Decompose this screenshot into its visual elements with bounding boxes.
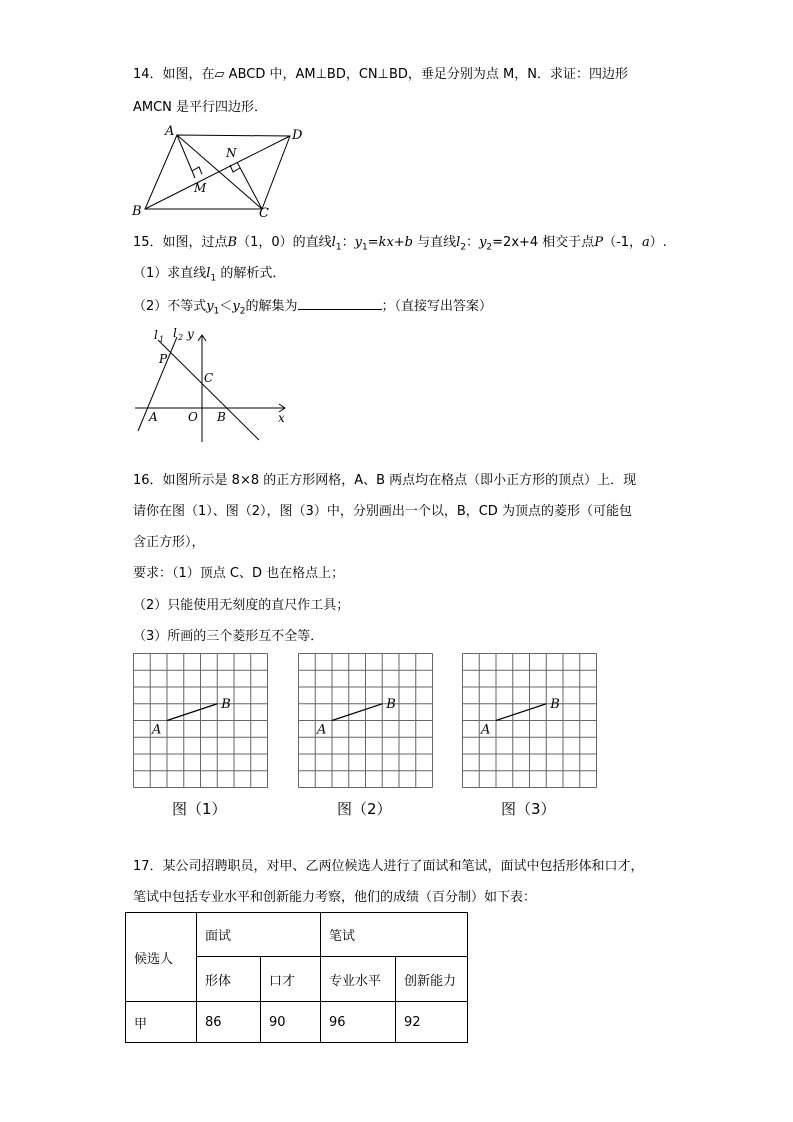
q16-caption-2: 图（2） <box>337 800 392 818</box>
q15-label-l1-sub: 1 <box>159 335 165 344</box>
segment-AB <box>496 704 546 721</box>
q14-text-line1: 14．如图，在▱ ABCD 中，AM⊥BD，CN⊥BD，垂足分别为点 M，N．求证：四边形 <box>133 67 628 82</box>
q15-label-P: P <box>159 352 168 366</box>
table-subheader-skill: 专业水平 <box>321 957 396 1002</box>
table-cell: 92 <box>396 1002 468 1043</box>
q14-label-B: B <box>132 204 142 219</box>
table-subheader-speech: 口才 <box>261 957 321 1002</box>
q15-label-O: O <box>188 410 198 424</box>
q14-label-C: C <box>259 206 269 221</box>
q14-parallelogram-figure <box>125 120 315 225</box>
q16-text-line4: 要求：（1）顶点 C、D 也在格点上； <box>133 566 345 581</box>
grid-label-B: B <box>550 696 560 712</box>
q15-label-B: B <box>217 410 226 424</box>
table-cell-name: 甲 <box>126 1002 197 1043</box>
q17-score-table <box>125 912 468 1043</box>
q15-text-line3: （2）不等式$y_1<y_2$的解集为 ；（直接写出答案） <box>133 296 492 321</box>
grid-label-A: A <box>152 722 162 738</box>
q16-text-line6: （3）所画的三个菱形互不全等． <box>133 629 324 644</box>
q16-caption-1: 图（1） <box>172 800 227 818</box>
q15-label-x: x <box>278 411 285 425</box>
q15-text-line2: （1）求直线$l_1$ 的解析式． <box>133 266 286 284</box>
q17-text-line2: 笔试中包括专业水平和创新能力考察，他们的成绩（百分制）如下表： <box>133 890 537 905</box>
table-row <box>126 1002 468 1043</box>
q15-text-line1: 15．如图，过点B（1，0）的直线$l_1$：$y_1=kx+b$ 与直线$l_2$：$y_2=2x+4$ 相交于点P（-1，a）. <box>133 235 667 253</box>
q15-label-A: A <box>149 410 158 424</box>
q14-label-A: A <box>165 124 175 139</box>
q16-grid-2[interactable] <box>298 653 434 789</box>
table-cell: 86 <box>197 1002 261 1043</box>
q16-text-line2: 请你在图（1）、图（2），图（3）中，分别画出一个以，B，CD 为顶点的菱形（可能包 <box>133 504 632 519</box>
q14-text-line2: AMCN 是平行四边形． <box>133 100 268 115</box>
q16-caption-3: 图（3） <box>501 800 556 818</box>
q17-text-line1: 17．某公司招聘职员，对甲、乙两位候选人进行了面试和笔试，面试中包括形体和口才， <box>133 859 644 874</box>
q15-label-l2-sub: 2 <box>178 333 184 342</box>
grid-label-B: B <box>221 696 231 712</box>
q15-label-l2: l <box>173 326 177 340</box>
q15-label-l1: l <box>154 328 158 342</box>
table-subheader-innovation: 创新能力 <box>396 957 468 1002</box>
segment-AB <box>167 704 217 721</box>
q16-grid-3[interactable] <box>462 653 598 789</box>
q16-text-line1: 16．如图所示是 8×8 的正方形网格，A、B 两点均在格点（即小正方形的顶点）上．现 <box>133 473 637 488</box>
q14-label-D: D <box>292 128 303 143</box>
table-subheader-shape: 形体 <box>197 957 261 1002</box>
segment-AB <box>332 704 382 721</box>
grid-label-A: A <box>317 722 327 738</box>
table-cell: 90 <box>261 1002 321 1043</box>
q16-grid-1[interactable] <box>133 653 269 789</box>
grid-label-B: B <box>386 696 396 712</box>
table-header-written: 笔试 <box>321 913 468 957</box>
grid-label-A: A <box>481 722 491 738</box>
q15-answer-blank[interactable] <box>298 296 382 310</box>
q14-label-N: N <box>226 146 237 160</box>
q15-line-graph <box>125 322 300 452</box>
q14-label-M: M <box>194 181 207 195</box>
table-header-interview: 面试 <box>197 913 321 957</box>
q15-label-y: y <box>187 327 194 341</box>
q16-text-line5: （2）只能使用无刻度的直尺作工具； <box>133 598 350 613</box>
table-cell: 96 <box>321 1002 396 1043</box>
q15-label-C: C <box>204 371 214 385</box>
table-header-candidate: 候选人 <box>126 913 197 1002</box>
q16-text-line3: 含正方形）， <box>133 535 205 550</box>
